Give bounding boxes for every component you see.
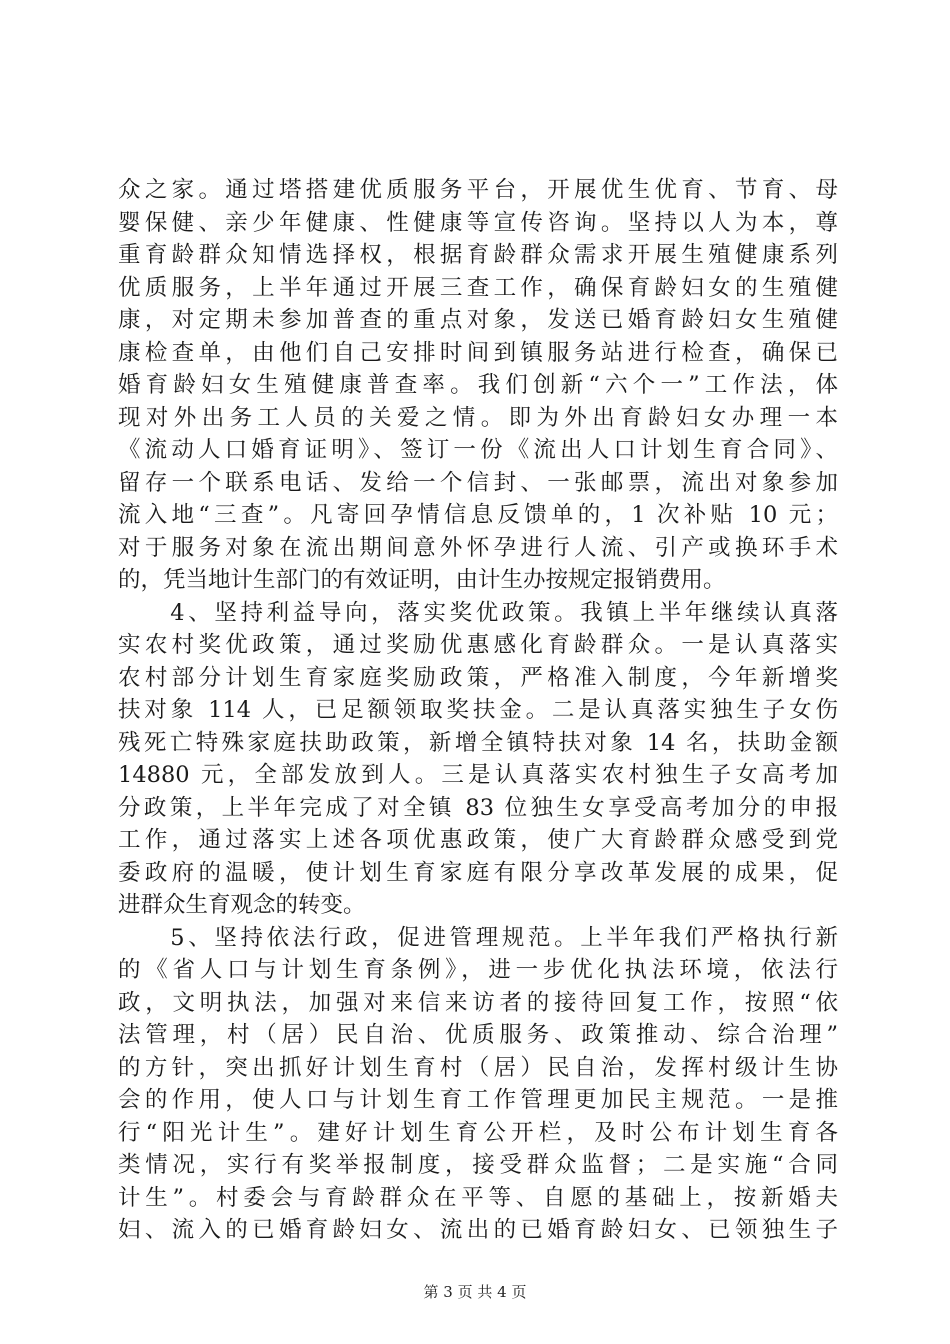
text-line: 残死亡特殊家庭扶助政策，新增全镇特扶对象 14 名，扶助金额 [118, 729, 838, 756]
text-line: 政，文明执法，加强对来信来访者的接待回复工作，按照“依 [118, 989, 838, 1016]
text-line: 扶对象 114 人，已足额领取奖扶金。二是认真落实独生子女伤 [118, 697, 838, 723]
text-line: 分政策，上半年完成了对全镇 83 位独生女享受高考加分的申报 [118, 794, 838, 821]
text-line: 的，凭当地计生部门的有效证明，由计生办按规定报销费用。 [118, 567, 726, 593]
text-line: 实农村奖优政策，通过奖励优惠感化育龄群众。一是认真落实 [118, 632, 838, 658]
text-line: 法管理，村（居）民自治、优质服务、政策推动、综合治理” [118, 1022, 838, 1048]
text-line: 妇、流入的已婚育龄妇女、流出的已婚育龄妇女、已领独生子 [118, 1217, 838, 1243]
text-line: 工作，通过落实上述各项优惠政策，使广大育龄群众感受到党 [118, 827, 838, 853]
text-line: 的方针，突出抓好计划生育村（居）民自治，发挥村级计生协 [118, 1054, 838, 1081]
text-line: 委政府的温暖，使计划生育家庭有限分享改革发展的成果，促 [118, 859, 838, 886]
text-line: 《流动人口婚育证明》、签订一份《流出人口计划生育合同》、 [118, 437, 838, 463]
text-line: 婴保健、亲少年健康、性健康等宣传咨询。坚持以人为本，尊 [118, 209, 838, 236]
body-text [118, 174, 838, 1247]
text-line: 留存一个联系电话、发给一个信封、一张邮票，流出对象参加 [118, 469, 838, 496]
text-line: 康检查单，由他们自己安排时间到镇服务站进行检查，确保已 [118, 339, 838, 366]
text-line: 会的作用，使人口与计划生育工作管理更加民主规范。一是推 [118, 1087, 838, 1113]
paragraph-heading-line: 5、坚持依法行政，促进管理规范。上半年我们严格执行新 [118, 924, 838, 951]
text-line: 众之家。通过塔搭建优质服务平台，开展优生优育、节育、母 [118, 177, 838, 203]
page-number-footer: 第 3 页 共 4 页 [423, 1283, 527, 1301]
text-line: 现对外出务工人员的关爱之情。即为外出育龄妇女办理一本 [118, 404, 838, 431]
text-line: 计生”。村委会与育龄群众在平等、自愿的基础上，按新婚夫 [118, 1184, 838, 1211]
text-line: 康，对定期未参加普查的重点对象，发送已婚育龄妇女生殖健 [118, 307, 838, 333]
text-line: 优质服务，上半年通过开展三查工作，确保育龄妇女的生殖健 [118, 274, 838, 301]
text-line: 农村部分计划生育家庭奖励政策，严格准入制度，今年新增奖 [118, 664, 838, 691]
text-line: 类情况，实行有奖举报制度，接受群众监督；二是实施“合同 [118, 1152, 838, 1178]
paragraph-heading-line: 4、坚持利益导向，落实奖优政策。我镇上半年继续认真落 [118, 599, 838, 626]
text-line: 14880 元，全部发放到人。三是认真落实农村独生子女高考加 [118, 762, 838, 788]
text-line: 重育龄群众知情选择权，根据育龄群众需求开展生殖健康系列 [118, 242, 838, 268]
text-line: 流入地“三查”。凡寄回孕情信息反馈单的，1 次补贴 10 元； [118, 502, 838, 528]
text-line: 对于服务对象在流出期间意外怀孕进行人流、引产或换环手术 [118, 534, 838, 561]
text-line: 婚育龄妇女生殖健康普查率。我们创新“六个一”工作法，体 [118, 372, 838, 398]
text-line: 的《省人口与计划生育条例》，进一步优化执法环境，依法行 [118, 957, 838, 983]
text-line: 行“阳光计生”。建好计划生育公开栏，及时公布计划生育各 [118, 1119, 838, 1146]
text-line: 进群众生育观念的转变。 [118, 892, 366, 918]
